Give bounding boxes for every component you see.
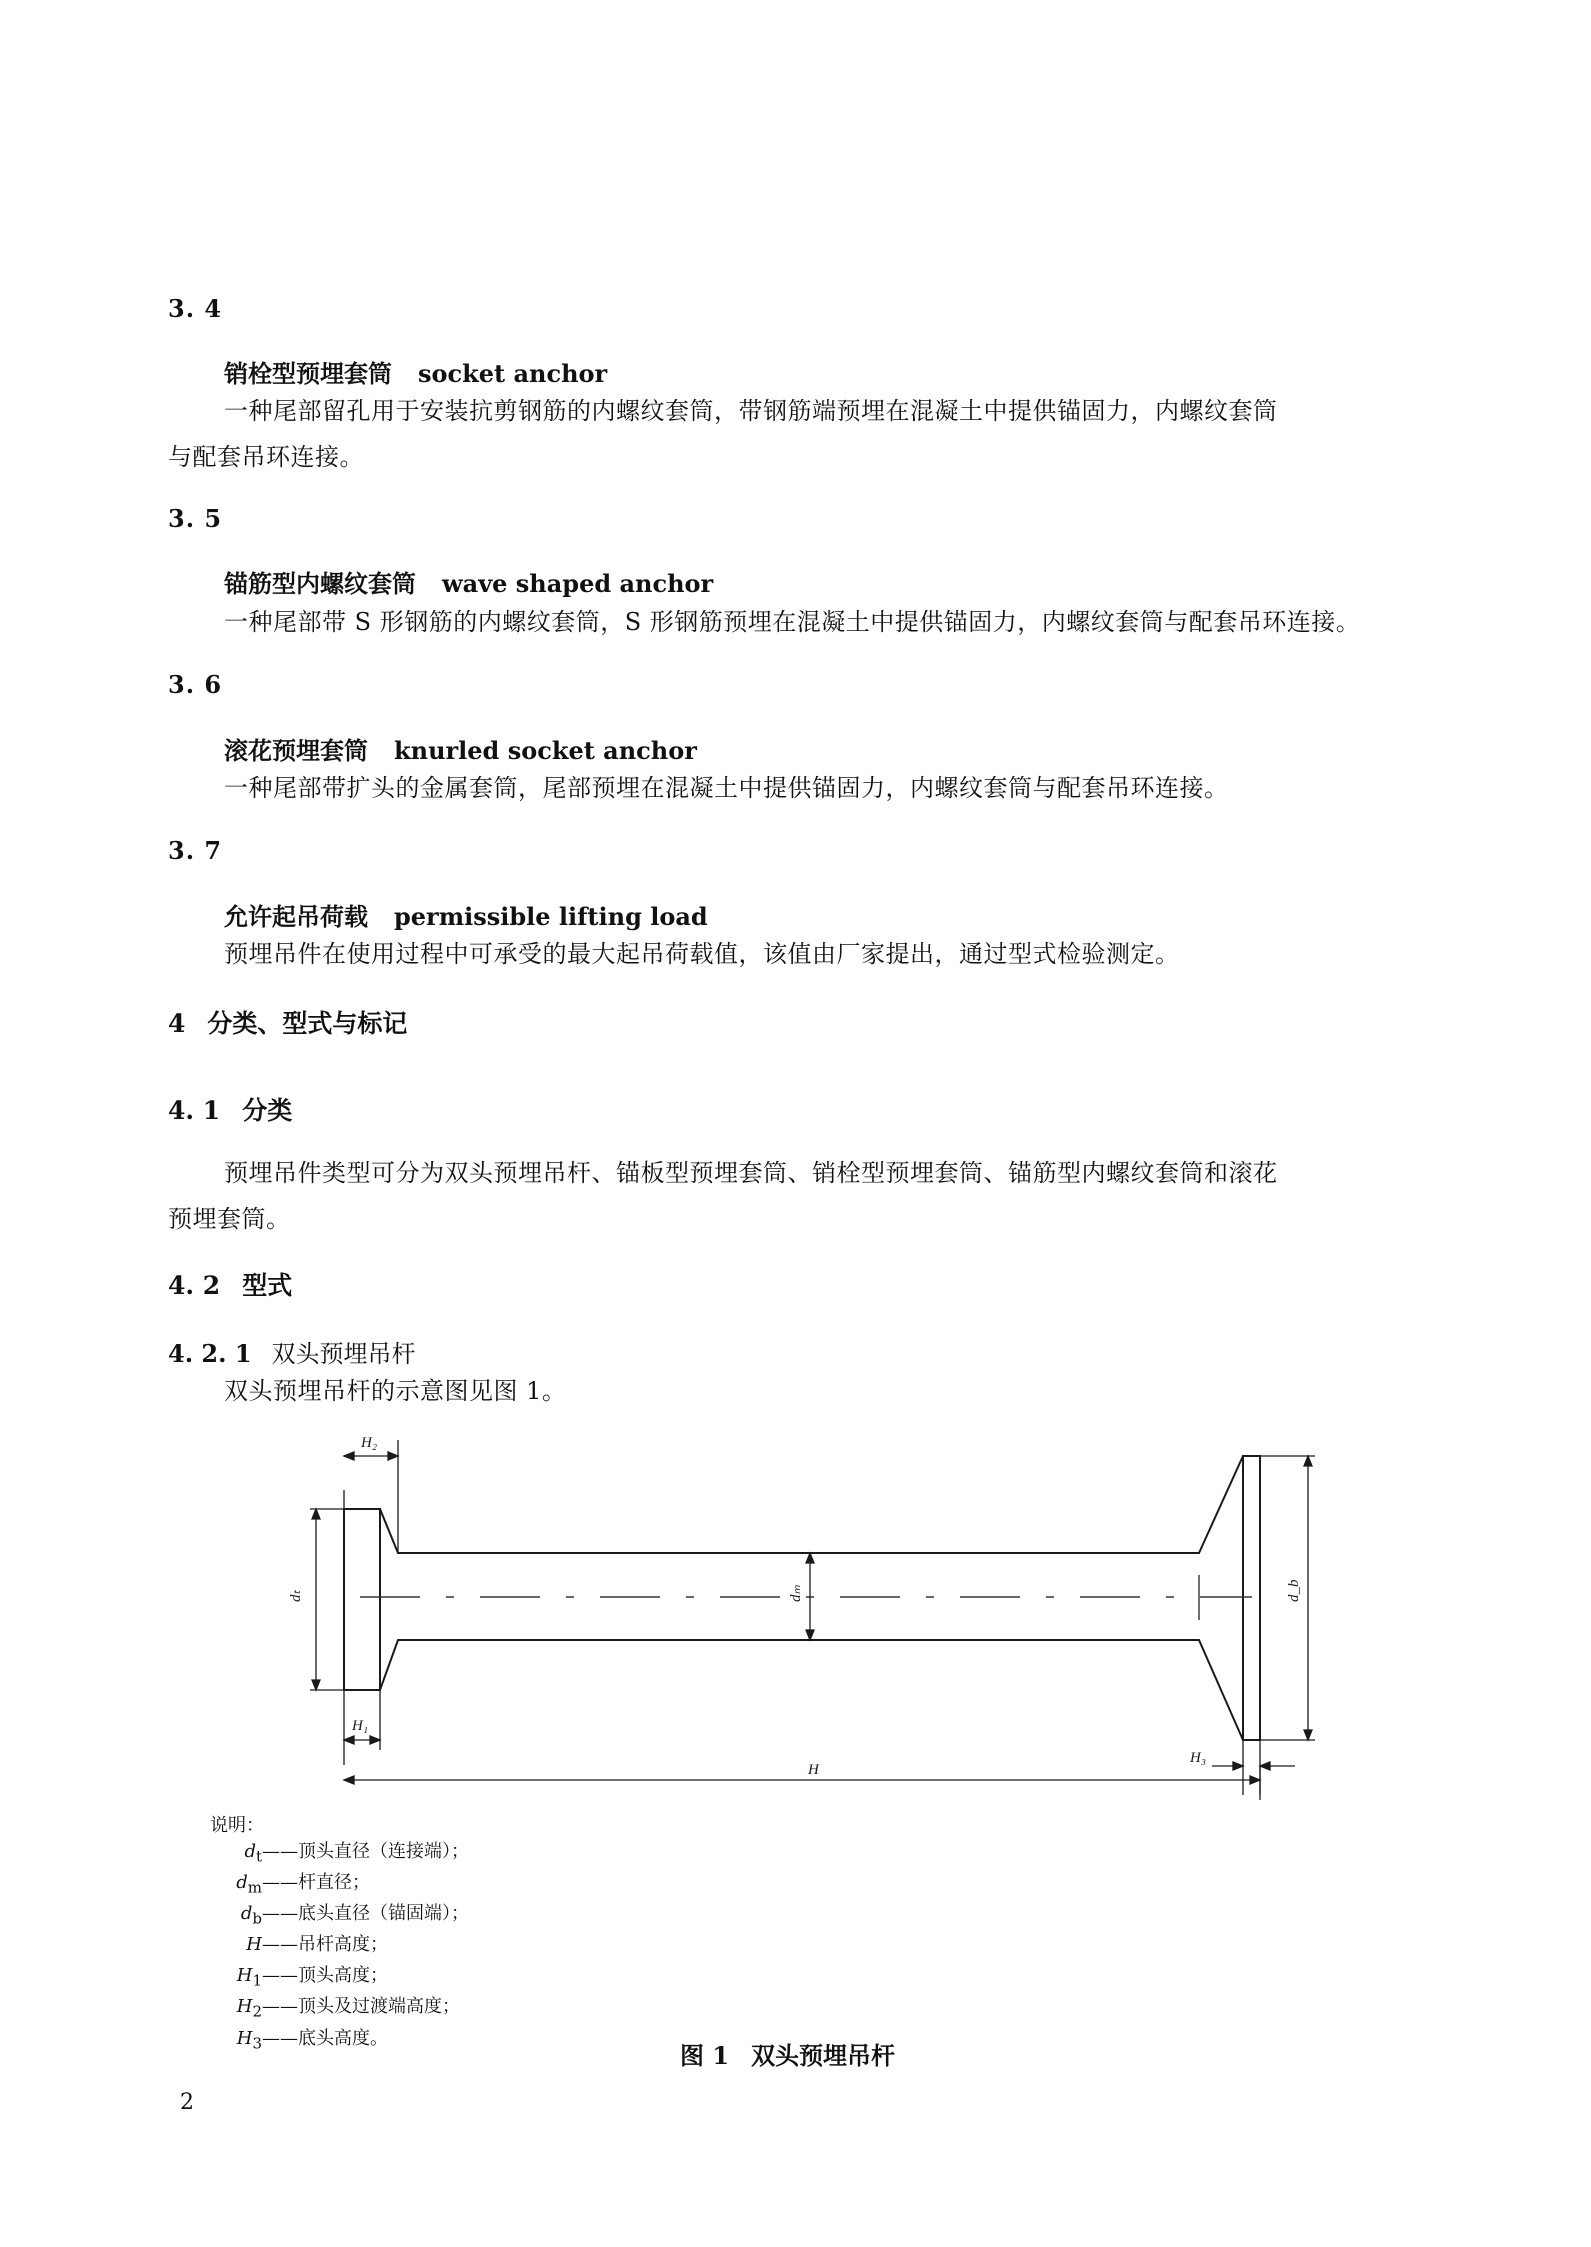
arrowhead (312, 1680, 320, 1690)
top-head-plate (344, 1509, 380, 1690)
label-h1: H₁ (352, 1718, 369, 1734)
label-dt: dₜ (288, 1590, 304, 1602)
definition-3-7-line1: 预埋吊件在使用过程中可承受的最大起吊荷载值，该值由厂家提出，通过型式检验测定。 (224, 940, 1180, 968)
section-number-3-4: 3. 4 (168, 294, 223, 323)
section-title: 双头预埋吊杆 (271, 1340, 416, 1368)
figure-caption (680, 2036, 895, 2071)
section-title: 分类 (242, 1096, 293, 1125)
arrowhead (344, 1452, 354, 1460)
caption-title: 双头预埋吊杆 (751, 2041, 896, 2070)
definition-3-4-line1: 一种尾部留孔用于安装抗剪钢筋的内螺纹套筒，带钢筋端预埋在混凝土中提供锚固力，内螺纹套筒 (224, 397, 1278, 425)
term-zh: 允许起吊荷载 (224, 902, 368, 931)
definition-3-5-line1: 一种尾部带 S 形钢筋的内螺纹套筒，S 形钢筋预埋在混凝土中提供锚固力，内螺纹套筒与配套吊环连接。 (224, 608, 1361, 636)
arrowhead (1304, 1456, 1312, 1466)
arrowhead (344, 1736, 354, 1744)
term-zh: 销栓型预埋套筒 (224, 359, 392, 388)
page-number: 2 (180, 2090, 194, 2115)
section-number-3-7: 3. 7 (168, 836, 223, 865)
arrowhead (388, 1452, 398, 1460)
legend-item: $H_2——$顶头及过渡端高度； (236, 1996, 460, 2022)
section-number: 4. 2. 1 (168, 1339, 252, 1368)
arrowhead (370, 1736, 380, 1744)
legend-list (204, 1839, 469, 2057)
arrowhead (806, 1553, 814, 1563)
chapter-title: 分类、型式与标记 (207, 1009, 408, 1038)
bottom-head-plate (1243, 1456, 1260, 1740)
legend-item: $d_m——$杆直径； (236, 1872, 370, 1897)
label-h2: H₂ (361, 1435, 378, 1451)
term-en: knurled socket anchor (394, 736, 697, 765)
arrowhead (1250, 1776, 1260, 1784)
legend-item: $d_t——$顶头直径（连接端）； (244, 1841, 469, 1866)
legend-title: 说明： (210, 1815, 264, 1836)
arrowhead (344, 1776, 354, 1784)
label-h3: H₃ (1190, 1750, 1207, 1766)
chapter-number: 4 (168, 1009, 186, 1038)
legend-item: $d_b——$底头直径（锚固端）； (240, 1903, 469, 1928)
legend-item: H——吊杆高度； (246, 1934, 388, 1956)
section-number: 4. 1 (168, 1096, 221, 1125)
section-number-3-6: 3. 6 (168, 670, 223, 699)
label-db: d_b (1286, 1579, 1302, 1602)
term-en: permissible lifting load (394, 902, 708, 931)
label-dm: dₘ (788, 1585, 804, 1602)
arrowhead (1260, 1762, 1270, 1770)
legend-item: $H_1——$顶头高度； (236, 1965, 388, 1990)
label-h: H (808, 1762, 819, 1778)
definition-3-4-line2: 与配套吊环连接。 (168, 443, 364, 471)
arrowhead (312, 1509, 320, 1519)
arrowhead (1233, 1762, 1243, 1770)
legend-item: $H_3——$底头高度。 (236, 2027, 388, 2053)
arrowhead (1304, 1730, 1312, 1740)
arrowhead (806, 1630, 814, 1640)
caption-number: 图 1 (680, 2041, 730, 2070)
section-4-2-1-body: 双头预埋吊杆的示意图见图 1。 (224, 1377, 567, 1405)
definition-3-6-line1: 一种尾部带扩头的金属套筒，尾部预埋在混凝土中提供锚固力，内螺纹套筒与配套吊环连接。 (224, 774, 1229, 802)
section-number-3-5: 3. 5 (168, 504, 223, 533)
section-4-1-body-line2: 预埋套筒。 (168, 1205, 291, 1233)
term-en: socket anchor (418, 359, 608, 388)
figure-legend (210, 1813, 264, 1839)
section-number: 4. 2 (168, 1271, 221, 1300)
section-title: 型式 (242, 1271, 293, 1300)
section-4-1-body-line1: 预埋吊件类型可分为双头预埋吊杆、锚板型预埋套筒、销栓型预埋套筒、锚筋型内螺纹套筒和滚花 (224, 1159, 1278, 1187)
term-zh: 锚筋型内螺纹套筒 (224, 569, 416, 598)
term-en: wave shaped anchor (442, 569, 714, 598)
term-zh: 滚花预埋套筒 (224, 736, 368, 765)
rod-outline (380, 1456, 1243, 1740)
